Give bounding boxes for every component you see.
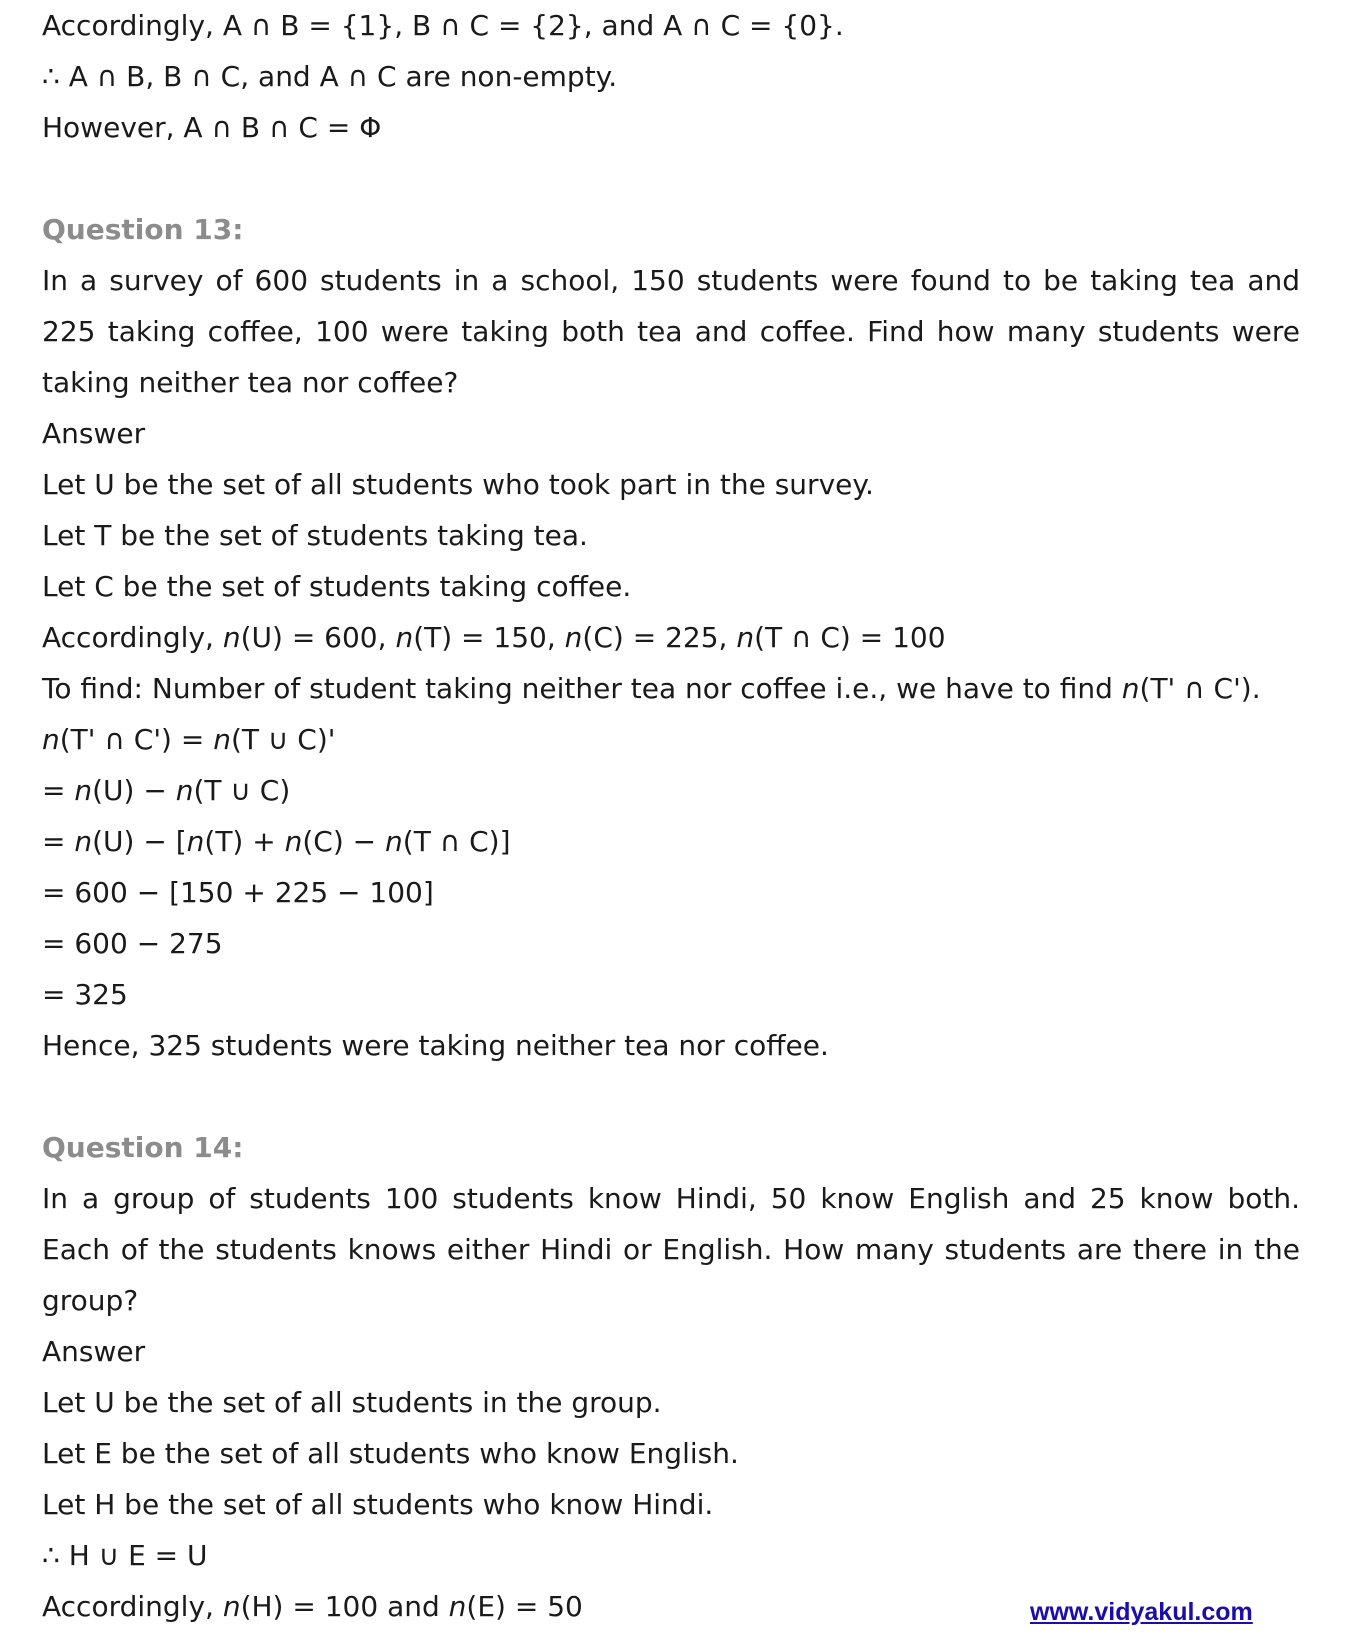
question-13-heading: Question 13: xyxy=(42,213,244,246)
answer-14-label: Answer xyxy=(42,1335,146,1368)
prev-nonempty-line: ∴ A ∩ B, B ∩ C, and A ∩ C are non-empty. xyxy=(42,60,618,93)
q14-accordingly-line: Accordingly, n(H) = 100 and n(E) = 50 xyxy=(42,1590,583,1623)
q14-line-english: Let E be the set of all students who know English. xyxy=(42,1437,739,1470)
q13-conclusion: Hence, 325 students were taking neither tea nor coffee. xyxy=(42,1029,829,1062)
q13-accordingly-line: Accordingly, n(U) = 600, n(T) = 150, n(C) = 225, n(T ∩ C) = 100 xyxy=(42,621,946,654)
question-14-heading: Question 14: xyxy=(42,1131,244,1164)
q14-line-union: ∴ H ∪ E = U xyxy=(42,1539,208,1572)
q13-line-coffee: Let C be the set of students taking coffee. xyxy=(42,570,632,603)
prev-accordingly-line: Accordingly, A ∩ B = {1}, B ∩ C = {2}, and A ∩ C = {0}. xyxy=(42,9,844,42)
website-link[interactable]: www.vidyakul.com xyxy=(1030,1598,1253,1626)
q13-to-find-line: To find: Number of student taking neither tea nor coffee i.e., we have to find n(T' ∩ C'). xyxy=(42,672,1261,705)
q13-step-3: = n(U) − [n(T) + n(C) − n(T ∩ C)] xyxy=(42,825,511,858)
document-page xyxy=(42,0,1300,1632)
question-13-text: In a survey of 600 students in a school, 150 students were found to be taking tea and 225 taking coffee, 100 were taking both tea and coffee. Find how many students were taking neither tea nor coffee? xyxy=(42,264,1300,399)
q13-step-6: = 325 xyxy=(42,978,128,1011)
prev-however-line: However, A ∩ B ∩ C = Φ xyxy=(42,111,382,144)
q13-step-1: n(T' ∩ C') = n(T ∪ C)' xyxy=(42,723,336,756)
q14-line-hindi: Let H be the set of all students who know Hindi. xyxy=(42,1488,714,1521)
q13-line-universal: Let U be the set of all students who took part in the survey. xyxy=(42,468,874,501)
q13-step-5: = 600 − 275 xyxy=(42,927,223,960)
q13-step-4: = 600 − [150 + 225 − 100] xyxy=(42,876,434,909)
q14-line-universal: Let U be the set of all students in the group. xyxy=(42,1386,662,1419)
question-14-text: In a group of students 100 students know Hindi, 50 know English and 25 know both. Each of the students knows either Hindi or English. How many students are there in the group? xyxy=(42,1182,1300,1317)
q13-line-tea: Let T be the set of students taking tea. xyxy=(42,519,588,552)
answer-13-label: Answer xyxy=(42,417,146,450)
q13-step-2: = n(U) − n(T ∪ C) xyxy=(42,774,291,807)
